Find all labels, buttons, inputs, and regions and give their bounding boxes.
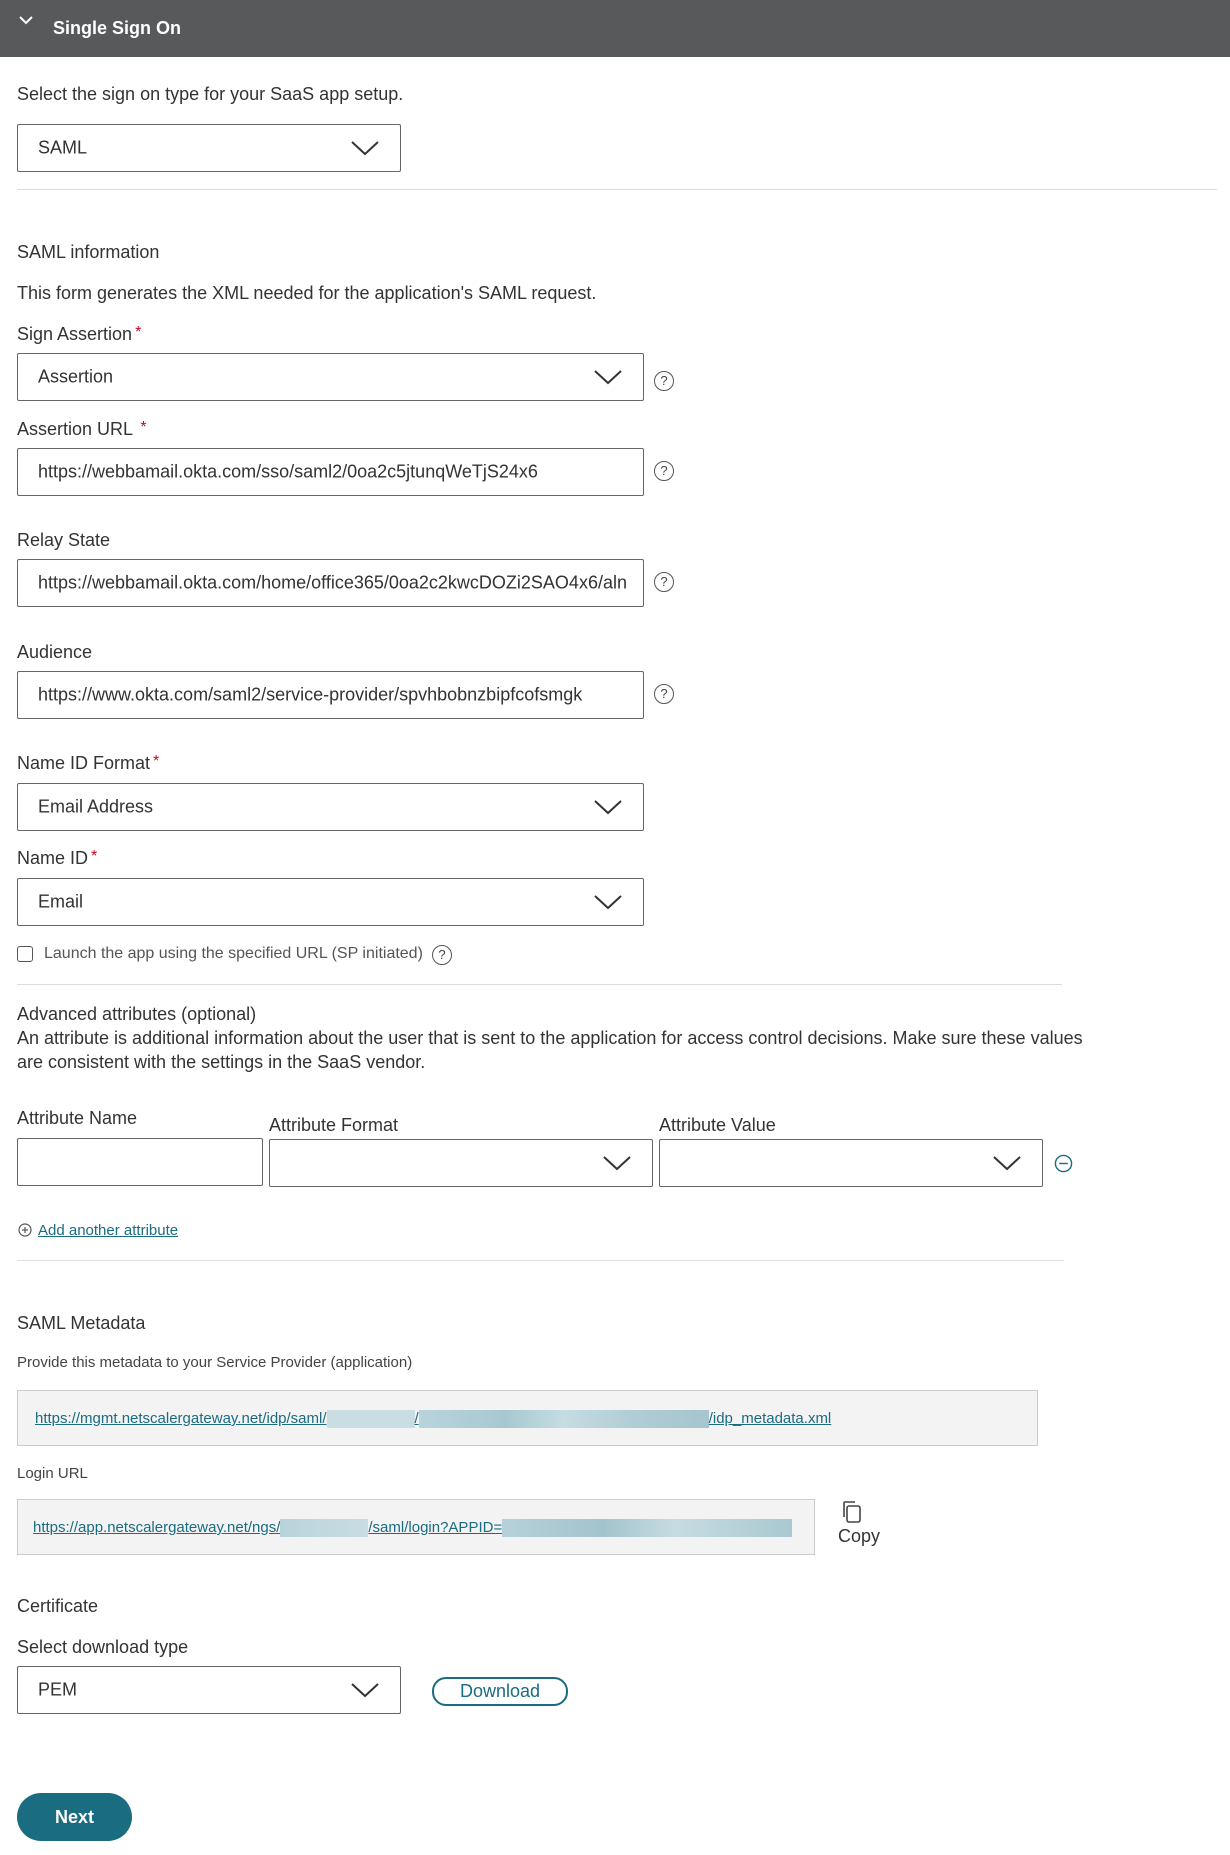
redacted-block — [419, 1410, 709, 1428]
login-url[interactable] — [33, 1519, 792, 1537]
name-id-select[interactable] — [17, 878, 644, 926]
chevron-down-icon — [593, 798, 623, 816]
certificate-heading: Certificate — [17, 1596, 99, 1616]
metadata-url-part[interactable]: /idp_metadata.xml — [708, 1410, 832, 1428]
redacted-block — [327, 1410, 415, 1428]
add-attribute-link[interactable]: Add another attribute — [38, 1222, 179, 1239]
name-id-format-select[interactable] — [17, 783, 644, 831]
required-mark: * — [153, 753, 160, 770]
chevron-down-icon — [593, 893, 623, 911]
metadata-url-field[interactable] — [17, 1390, 1038, 1446]
login-url-label: Login URL — [17, 1465, 88, 1482]
name-id-format-label: Name ID Format * — [17, 753, 160, 773]
name-id-label: Name ID * — [17, 848, 98, 868]
remove-attribute-icon[interactable] — [1054, 1154, 1073, 1173]
login-url-part[interactable]: https://app.netscalergateway.net/ngs/ — [33, 1519, 281, 1537]
advanced-heading: Advanced attributes (optional) — [17, 1004, 257, 1024]
download-type-select[interactable] — [17, 1666, 401, 1714]
advanced-description-2: are consistent with the settings in the SaaS vendor. — [17, 1052, 426, 1072]
chevron-down-icon — [18, 12, 34, 28]
chevron-down-icon — [992, 1154, 1022, 1172]
add-circle-icon[interactable] — [18, 1223, 32, 1237]
divider — [17, 1260, 1064, 1261]
metadata-url[interactable] — [35, 1410, 831, 1428]
chevron-down-icon — [350, 1681, 380, 1699]
redacted-block — [280, 1519, 368, 1537]
redacted-block — [502, 1519, 792, 1537]
login-url-part[interactable]: /saml/login?APPID= — [368, 1519, 503, 1537]
metadata-url-part[interactable]: https://mgmt.netscalergateway.net/idp/saml/ — [35, 1410, 327, 1428]
download-type-label: Select download type — [17, 1637, 189, 1657]
sign-assertion-select[interactable] — [17, 353, 644, 401]
help-icon[interactable]: ? — [654, 684, 674, 704]
divider — [17, 189, 1217, 190]
relay-state-label: Relay State — [17, 530, 111, 550]
download-type-value: PEM — [38, 1679, 78, 1700]
attribute-format-select[interactable] — [269, 1139, 653, 1187]
divider — [17, 984, 1062, 985]
metadata-url-part[interactable]: / — [414, 1410, 419, 1428]
assertion-url-input[interactable] — [17, 448, 644, 496]
attribute-value-header: Attribute Value — [659, 1115, 776, 1135]
launch-app-checkbox[interactable] — [17, 946, 33, 962]
attribute-name-input[interactable] — [17, 1138, 263, 1186]
help-icon[interactable]: ? — [654, 572, 674, 592]
sign-on-type-value: SAML — [38, 137, 88, 158]
copy-icon[interactable] — [841, 1500, 863, 1524]
sign-on-type-select[interactable] — [17, 124, 401, 172]
section-header[interactable] — [0, 0, 1230, 57]
metadata-provide-text: Provide this metadata to your Service Provider (application) — [17, 1354, 413, 1371]
saml-info-description: This form generates the XML needed for the application's SAML request. — [17, 283, 597, 303]
sign-on-type-prompt: Select the sign on type for your SaaS app setup. — [17, 84, 404, 104]
next-button[interactable]: Next — [17, 1793, 132, 1841]
launch-app-label: Launch the app using the specified URL (SP initiated) — [44, 945, 423, 962]
name-id-format-value: Email Address — [38, 796, 154, 817]
attribute-name-header: Attribute Name — [17, 1108, 138, 1128]
required-mark: * — [91, 848, 98, 865]
help-icon[interactable]: ? — [432, 945, 452, 965]
chevron-down-icon — [602, 1154, 632, 1172]
required-mark: * — [135, 324, 142, 341]
chevron-down-icon — [593, 368, 623, 386]
copy-button-label[interactable]: Copy — [838, 1526, 881, 1546]
chevron-down-icon — [350, 139, 380, 157]
saml-metadata-heading: SAML Metadata — [17, 1313, 146, 1333]
sign-assertion-label: Sign Assertion * — [17, 324, 142, 344]
audience-label: Audience — [17, 642, 93, 662]
help-icon[interactable]: ? — [654, 371, 674, 391]
attribute-value-select[interactable] — [659, 1139, 1043, 1187]
attribute-format-header: Attribute Format — [269, 1115, 399, 1135]
sign-assertion-value: Assertion — [38, 366, 114, 387]
required-mark: * — [140, 419, 147, 436]
download-button[interactable]: Download — [432, 1677, 568, 1706]
assertion-url-label: Assertion URL * — [17, 419, 147, 439]
assertion-url-value: https://webbamail.okta.com/sso/saml2/0oa2c5jtunqWeTjS24x6 — [38, 461, 538, 482]
relay-state-value: https://webbamail.okta.com/home/office365/0oa2c2kwcDOZi2SAO4x6/aln — [38, 572, 627, 593]
audience-input[interactable] — [17, 671, 644, 719]
section-title: Single Sign On — [53, 18, 182, 38]
saml-info-heading: SAML information — [17, 242, 160, 262]
name-id-value: Email — [38, 891, 84, 912]
help-icon[interactable]: ? — [654, 461, 674, 481]
audience-value: https://www.okta.com/saml2/service-provider/spvhbobnzbipfcofsmgk — [38, 684, 583, 705]
advanced-description-1: An attribute is additional information about the user that is sent to the application for access control decisions. Make sure these values — [17, 1028, 1083, 1048]
relay-state-input[interactable] — [17, 559, 644, 607]
login-url-field[interactable] — [17, 1499, 815, 1555]
